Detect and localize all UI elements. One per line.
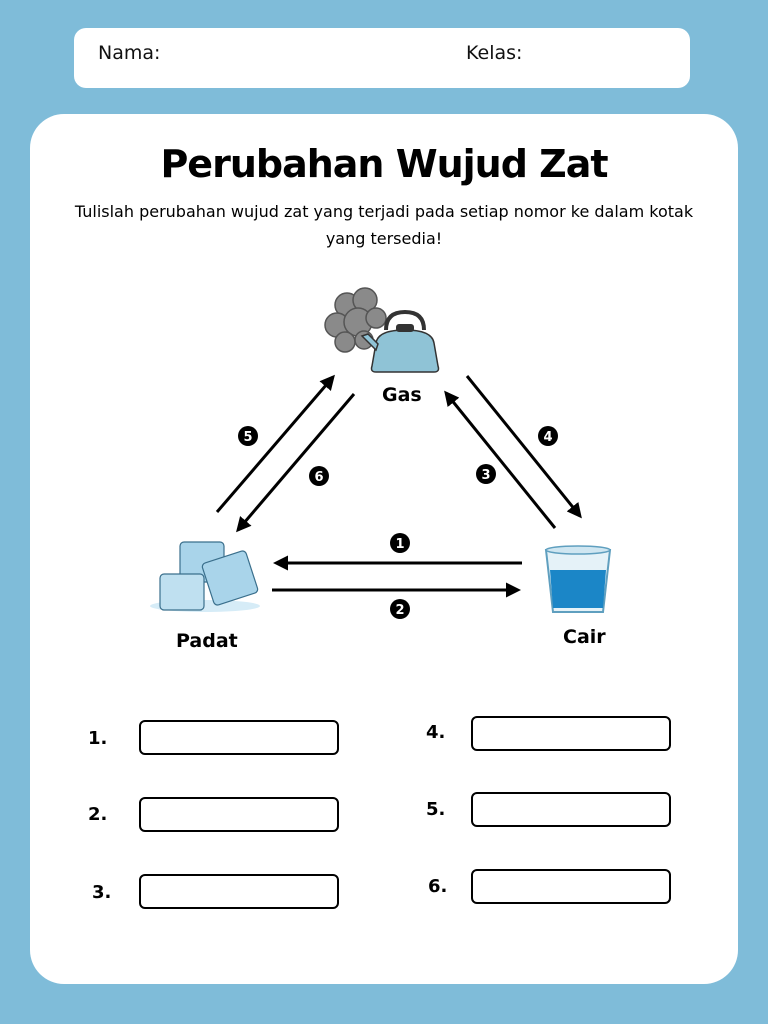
answer-label-3: 3. (92, 882, 112, 903)
svg-text:6: 6 (314, 470, 324, 485)
class-label: Kelas: (466, 42, 523, 64)
arrow-6 (238, 394, 354, 530)
gas-label: Gas (382, 384, 422, 406)
solid-label: Padat (176, 630, 238, 652)
answer-label-5: 5. (426, 799, 446, 820)
arrow-badge-3 (476, 464, 496, 484)
answer-box-6[interactable] (471, 869, 671, 904)
answer-label-2: 2. (88, 804, 108, 825)
instruction-text: Tulislah perubahan wujud zat yang terjadi pada setiap nomor ke dalam kotak yang tersedia! (74, 202, 694, 248)
page-title: Perubahan Wujud Zat (160, 142, 608, 186)
answer-box-5[interactable] (471, 792, 671, 827)
svg-text:4: 4 (543, 430, 553, 445)
svg-text:5: 5 (243, 430, 253, 445)
arrow-5 (217, 377, 333, 512)
arrow-badge-4 (538, 426, 558, 446)
answer-label-4: 4. (426, 722, 446, 743)
svg-text:2: 2 (395, 603, 405, 618)
name-label: Nama: (98, 42, 161, 64)
answer-box-2[interactable] (139, 797, 339, 832)
ice-cubes-icon (150, 542, 260, 612)
answer-box-1[interactable] (139, 720, 339, 755)
arrow-badge-2 (390, 599, 410, 619)
water-glass-icon (546, 546, 610, 612)
answer-box-4[interactable] (471, 716, 671, 751)
arrow-badge-5 (238, 426, 258, 446)
liquid-label: Cair (563, 626, 606, 648)
answer-box-3[interactable] (139, 874, 339, 909)
answer-label-6: 6. (428, 876, 448, 897)
arrow-3 (446, 393, 555, 528)
answer-label-1: 1. (88, 728, 108, 749)
arrow-badge-6 (309, 466, 329, 486)
svg-text:3: 3 (481, 468, 491, 483)
arrow-4 (467, 376, 580, 516)
arrow-badge-1 (390, 533, 410, 553)
svg-text:1: 1 (395, 537, 405, 552)
